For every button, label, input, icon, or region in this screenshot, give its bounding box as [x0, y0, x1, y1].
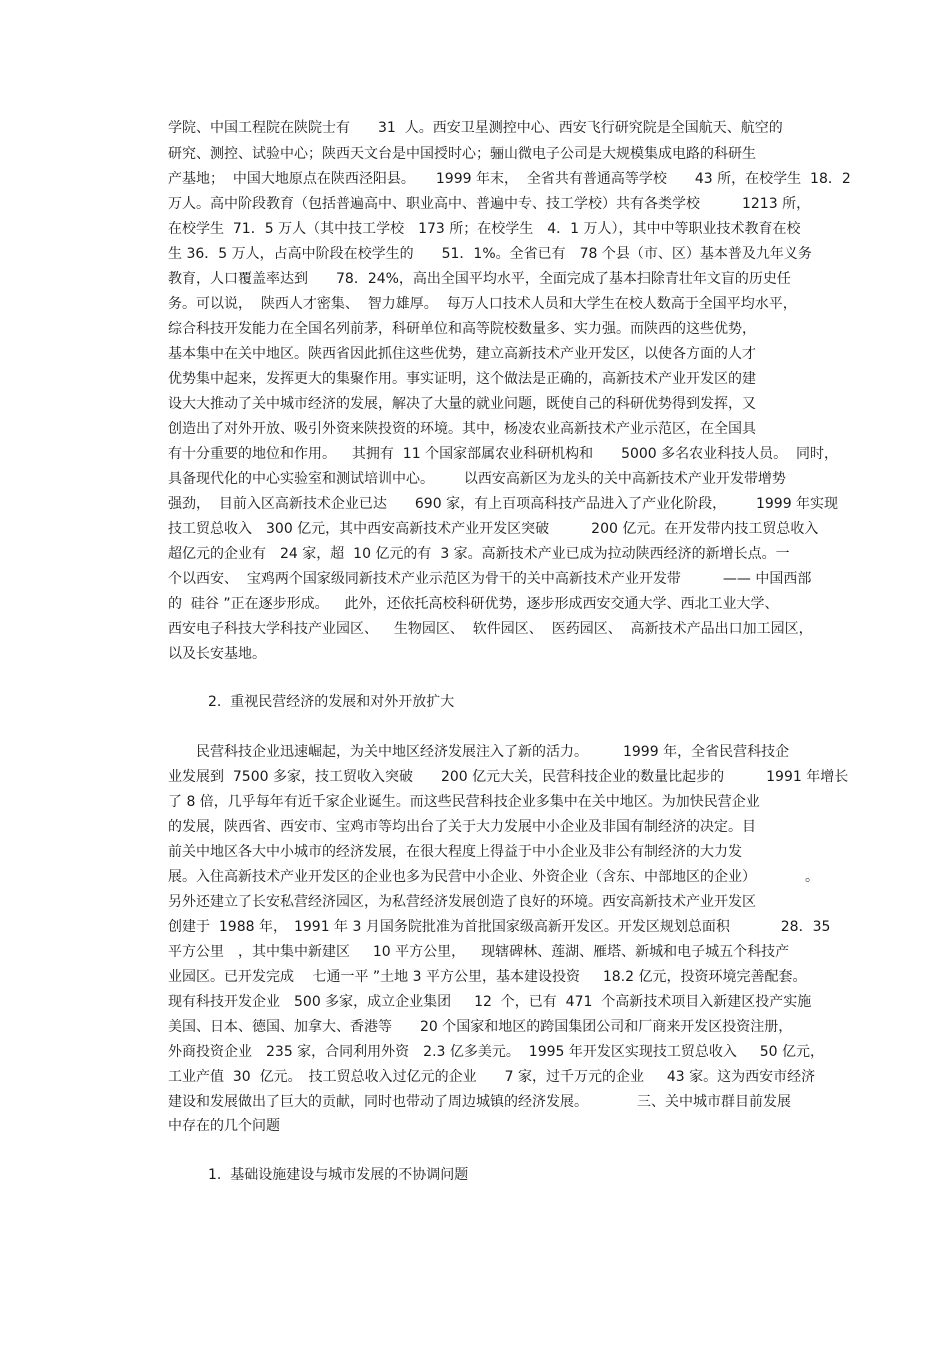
text-line: 展。入住高新技术产业开发区的企业也多为民营中小企业、外资企业（含东、中部地区的企业） 。 — [168, 869, 819, 885]
text-line: 在校学生 71．5 万人（其中技工学校 173 所；在校学生 4．1 万人），其中中等职业技术教育在校 — [168, 221, 801, 237]
text-line: 以及长安基地。 — [168, 646, 266, 662]
text-line: 超亿元的企业有 24 家，超 10 亿元的有 3 家。高新技术产业已成为拉动陕西经济的新增长点。一 — [168, 546, 790, 562]
section-heading: 2. 重视民营经济的发展和对外开放扩大 — [208, 694, 455, 710]
text-line: 外商投资企业 235 家，合同利用外资 2.3 亿多美元。 1995 年开发区实现技工贸总收入 50 亿元， — [168, 1044, 825, 1060]
text-line: 教育，人口覆盖率达到 78．24%，高出全国平均水平，全面完成了基本扫除青壮年文盲的历史任 — [168, 271, 791, 287]
text-line: 的 硅谷 ”正在逐步形成。 此外，还依托高校科研优势，逐步形成西安交通大学、西北工业大学、 — [168, 596, 779, 612]
text-line: 综合科技开发能力在全国名列前茅，科研单位和高等院校数量多、实力强。而陕西的这些优势， — [168, 321, 756, 337]
text-line: 业园区。已开发完成 七通一平 ”土地 3 平方公里，基本建设投资 18.2 亿元，投资环境完善配套。 — [168, 969, 807, 985]
text-line: 西安电子科技大学科技产业园区、 生物园区、 软件园区、 医药园区、 高新技术产品出口加工园区， — [168, 621, 813, 637]
text-line: 生 36．5 万人，占高中阶段在校学生的 51．1%。全省已有 78 个县（市、区）基本普及九年义务 — [168, 246, 812, 262]
text-line: 研究、测控、试验中心；陕西天文台是中国授时心；骊山微电子公司是大规模集成电路的科研生 — [168, 146, 756, 162]
text-line: 产基地； 中国大地原点在陕西泾阳县。 1999 年末， 全省共有普通高等学校 43 所，在校学生 18．2 — [168, 171, 851, 187]
text-line: 业发展到 7500 多家，技工贸收入突破 200 亿元大关，民营科技企业的数量比起步的 1991 年增长 — [168, 769, 849, 785]
text-line: 现有科技开发企业 500 多家，成立企业集团 12 个，已有 471 个高新技术项目入新建区投产实施 — [168, 994, 812, 1010]
text-line: 有十分重要的地位和作用。 其拥有 11 个国家部属农业科研机构和 5000 多名农业科技人员。 同时， — [168, 446, 839, 462]
text-line: 基本集中在关中地区。陕西省因此抓住这些优势，建立高新技术产业开发区，以使各方面的人才 — [168, 346, 756, 362]
text-line: 工业产值 30 亿元。 技工贸总收入过亿元的企业 7 家，过千万元的企业 43 家。这为西安市经济 — [168, 1069, 816, 1085]
text-line: 万人。高中阶段教育（包括普遍高中、职业高中、普遍中专、技工学校）共有各类学校 1213 所， — [168, 196, 811, 212]
text-line: 强劲， 目前入区高新技术企业已达 690 家，有上百项高科技产品进入了产业化阶段， 1999 年实现 — [168, 496, 839, 512]
text-line: 中存在的几个问题 — [168, 1118, 280, 1134]
text-line: 设大大推动了关中城市经济的发展，解决了大量的就业问题，既使自己的科研优势得到发挥，又 — [168, 396, 756, 412]
section-heading: 1. 基础设施建设与城市发展的不协调问题 — [208, 1167, 469, 1183]
text-line: 创建于 1988 年， 1991 年 3 月国务院批准为首批国家级高新开发区。开发区规划总面积 28．35 — [168, 919, 831, 935]
text-line: 学院、中国工程院在陕院士有 31 人。西安卫星测控中心、西安飞行研究院是全国航天、航空的 — [168, 120, 783, 136]
text-line: 创造出了对外开放、吸引外资来陕投资的环境。其中，杨凌农业高新技术产业示范区，在全国具 — [168, 421, 756, 437]
text-line: 务。可以说， 陕西人才密集、 智力雄厚。 每万人口技术人员和大学生在校人数高于全国平均水平， — [168, 296, 797, 312]
text-line: 个以西安、 宝鸡两个国家级同新技术产业示范区为骨干的关中高新技术产业开发带 —— 中国西部 — [168, 571, 812, 587]
text-line: 了 8 倍，几乎每年有近千家企业诞生。而这些民营科技企业多集中在关中地区。为加快民营企业 — [168, 794, 760, 810]
text-line: 美国、日本、德国、加拿大、香港等 20 个国家和地区的跨国集团公司和厂商来开发区投资注册， — [168, 1019, 793, 1035]
text-line: 另外还建立了长安私营经济园区，为私营经济发展创造了良好的环境。西安高新技术产业开发区 — [168, 894, 756, 910]
text-line: 具备现代化的中心实验室和测试培训中心。 以西安高新区为龙头的关中高新技术产业开发带增势 — [168, 471, 786, 487]
text-line: 民营科技企业迅速崛起，为关中地区经济发展注入了新的活力。 1999 年，全省民营科技企 — [168, 744, 790, 760]
text-line: 前关中地区各大中小城市的经济发展，在很大程度上得益于中小企业及非公有制经济的大力发 — [168, 844, 742, 860]
text-line: 的发展，陕西省、西安市、宝鸡市等均出台了关于大力发展中小企业及非国有制经济的决定。目 — [168, 819, 756, 835]
text-line: 优势集中起来，发挥更大的集聚作用。事实证明，这个做法是正确的，高新技术产业开发区的建 — [168, 371, 756, 387]
text-line: 建设和发展做出了巨大的贡献，同时也带动了周边城镇的经济发展。 三、关中城市群目前发展 — [168, 1094, 791, 1110]
text-line: 技工贸总收入 300 亿元，其中西安高新技术产业开发区突破 200 亿元。在开发带内技工贸总收入 — [168, 521, 819, 537]
text-line: 平方公里 ，其中集中新建区 10 平方公里， 现辖碑林、莲湖、雁塔、新城和电子城五个科技产 — [168, 944, 790, 960]
